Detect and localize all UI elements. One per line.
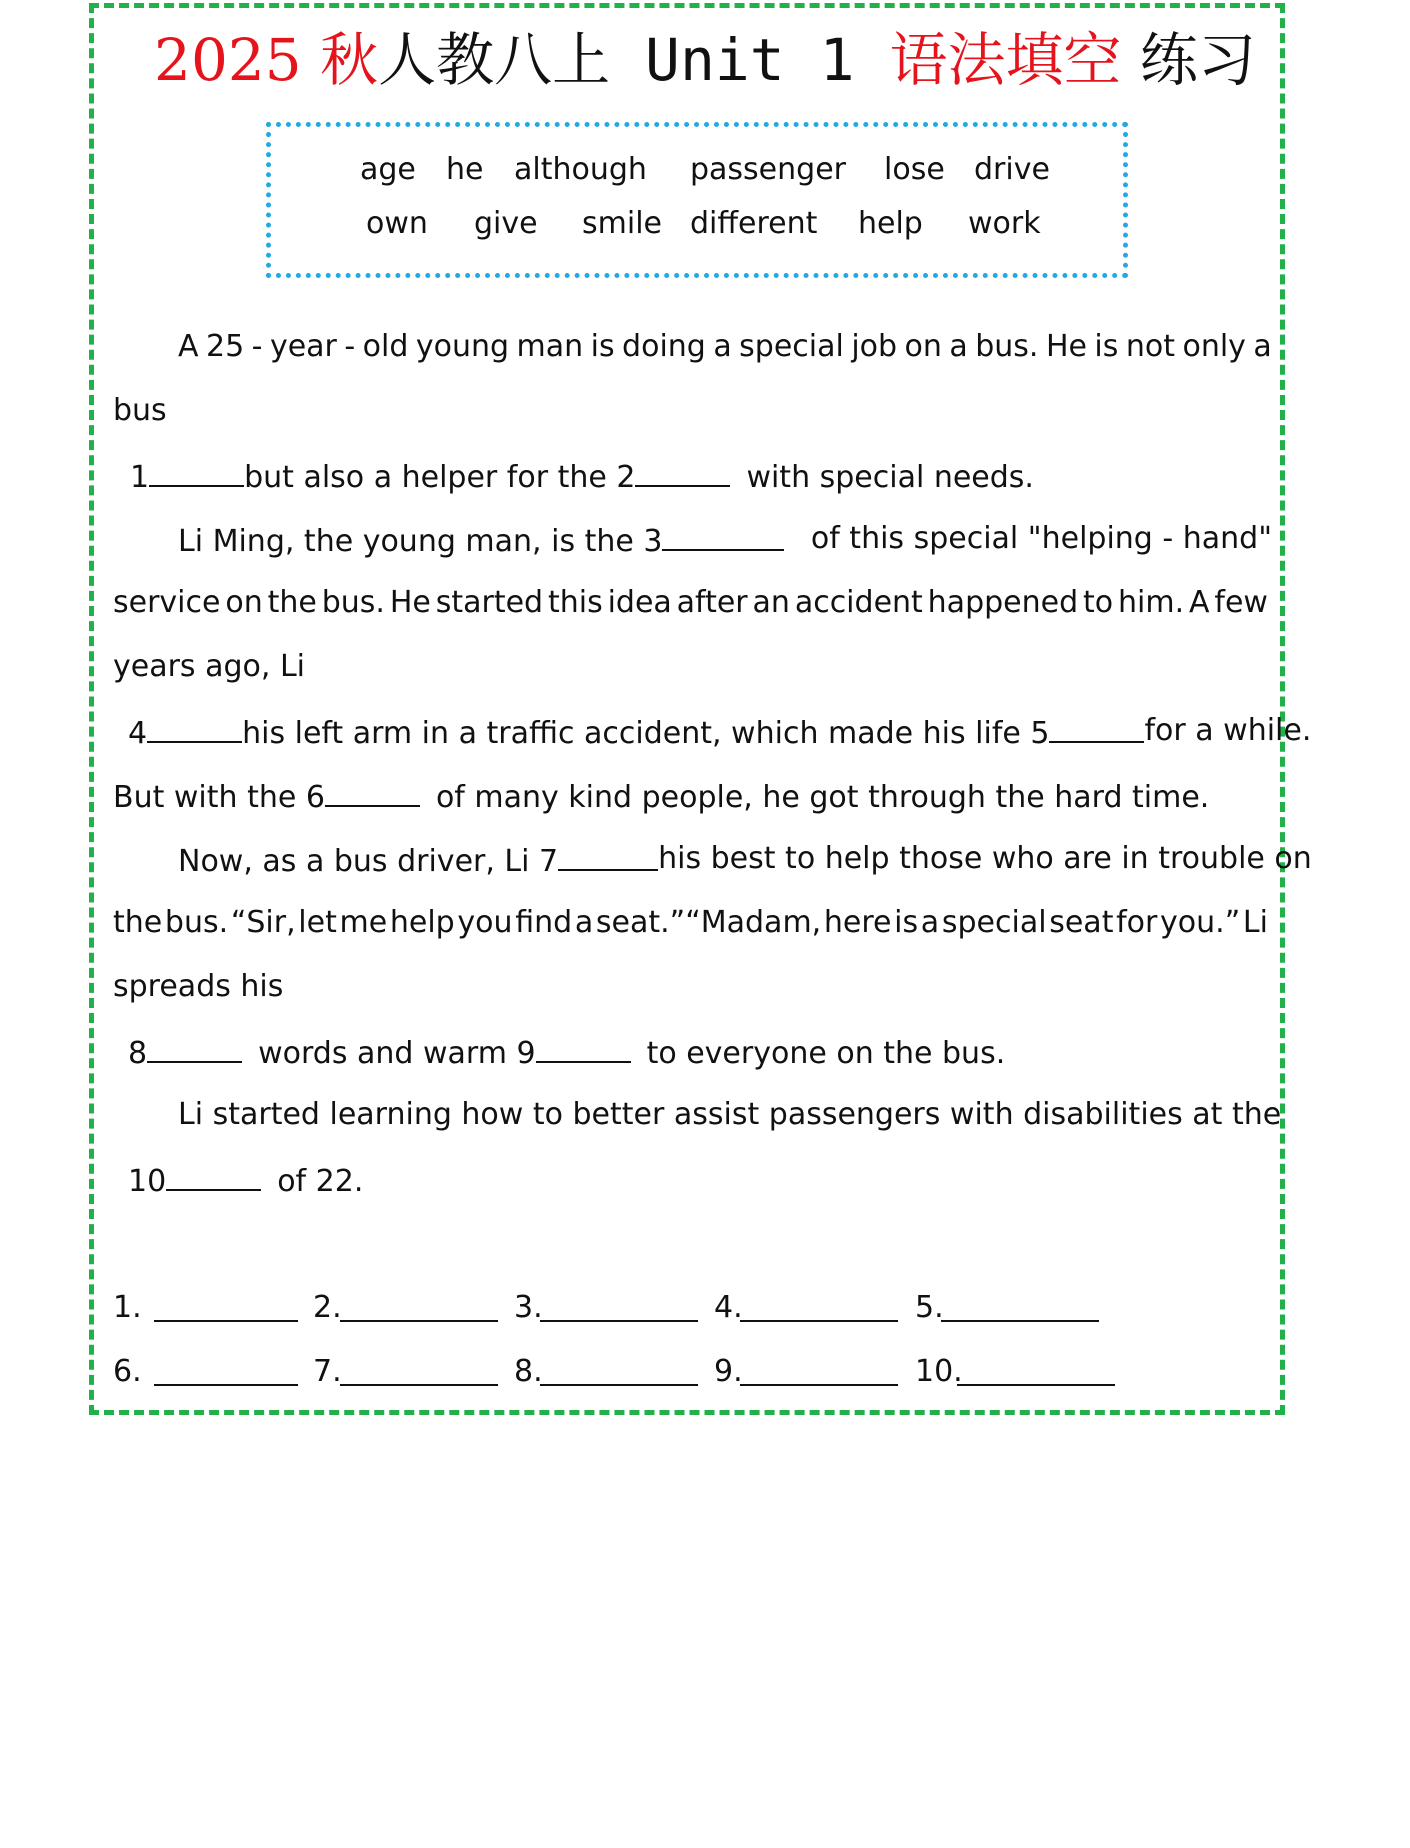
passage-word: a (1253, 329, 1272, 364)
passage-text: But with the 6 (113, 780, 325, 815)
passage-word: seat.”“Madam, (595, 905, 822, 940)
blank-number: 10 (128, 1164, 167, 1199)
passage-word: man (516, 329, 584, 364)
answer-line[interactable] (540, 1384, 698, 1386)
passage-word: 25 (206, 329, 245, 364)
passage-word: him. (1118, 585, 1185, 620)
title-unit: Unit 1 (610, 26, 890, 94)
answer-line[interactable] (740, 1384, 898, 1386)
passage-line (128, 711, 1312, 754)
passage-word: “Sir, (230, 905, 296, 940)
passage-word: for (1116, 905, 1158, 940)
passage-word: happened (927, 585, 1079, 620)
answer-blank (662, 519, 784, 551)
answer-label: 7. (313, 1354, 342, 1389)
answer-line[interactable] (740, 1320, 898, 1322)
passage-word: not (1125, 329, 1175, 364)
answer-blank (325, 775, 420, 807)
passage-word: an (752, 585, 790, 620)
answer-label: 9. (714, 1354, 743, 1389)
passage-word: bus. (321, 585, 385, 620)
passage-word: - (344, 329, 356, 364)
word-bank-item: although (514, 152, 647, 187)
passage-word: you.” (1160, 905, 1241, 940)
passage-line (113, 775, 1209, 818)
page-title (0, 22, 1410, 98)
answer-label: 3. (514, 1290, 543, 1325)
passage-line (128, 1031, 1005, 1074)
passage-word: - (251, 329, 263, 364)
passage-line (113, 903, 1268, 943)
passage-text: Now, as a bus driver, Li 7 (178, 844, 559, 879)
blank-number: 8 (128, 1036, 148, 1071)
title-year: 2025 (154, 26, 302, 94)
word-bank-item: work (968, 206, 1041, 241)
passage-line: years ago, Li (113, 649, 305, 684)
word-bank-item: smile (582, 206, 662, 241)
answer-blank (558, 839, 658, 871)
word-bank-item: drive (974, 152, 1050, 187)
passage-word: find (515, 905, 573, 940)
passage-text: of this special "helping - hand" (810, 521, 1272, 556)
passage-word: service (113, 585, 221, 620)
answer-line[interactable] (340, 1384, 498, 1386)
passage-word: here (823, 905, 892, 940)
passage-line (128, 1159, 363, 1202)
word-bank-item: give (474, 206, 538, 241)
answer-label: 4. (714, 1290, 743, 1325)
passage-line (178, 519, 1272, 562)
passage-text: to everyone on the bus. (646, 1036, 1006, 1071)
title-topic: 语法填空 (889, 26, 1122, 94)
answer-line[interactable] (154, 1384, 298, 1386)
answer-line[interactable] (941, 1320, 1099, 1322)
word-bank-item: help (858, 206, 923, 241)
passage-word: help (389, 905, 455, 940)
passage-word: a (574, 905, 594, 940)
passage-word: He (389, 585, 431, 620)
title-edition: 人教八上 (378, 26, 611, 94)
passage-word: special (739, 329, 844, 364)
passage-word: He (1045, 329, 1087, 364)
passage-word: accident (794, 585, 923, 620)
passage-word: old (362, 329, 409, 364)
answer-label: 5. (915, 1290, 944, 1325)
passage-word: a (949, 329, 968, 364)
passage-word: idea (607, 585, 672, 620)
passage-word: year (269, 329, 337, 364)
answer-line[interactable] (540, 1320, 698, 1322)
blank-number: 4 (128, 716, 148, 751)
passage-line: bus (113, 393, 167, 428)
passage-line (130, 455, 1034, 498)
word-bank-item: passenger (690, 152, 846, 187)
answer-blank (166, 1159, 261, 1191)
passage-word: on (904, 329, 942, 364)
passage-text: but also a helper for the 2 (244, 460, 636, 495)
passage-word: job (851, 329, 898, 364)
passage-line (113, 583, 1268, 623)
passage-text: Li Ming, the young man, is the 3 (178, 524, 663, 559)
word-bank-item: lose (884, 152, 945, 187)
word-bank-item: own (366, 206, 428, 241)
passage-line: spreads his (113, 969, 284, 1004)
passage-word: only (1182, 329, 1246, 364)
passage-word: on (225, 585, 263, 620)
passage-word: me (339, 905, 388, 940)
passage-word: is (894, 905, 919, 940)
passage-text: with special needs. (746, 460, 1034, 495)
answer-line[interactable] (957, 1384, 1115, 1386)
word-bank-item: he (446, 152, 484, 187)
answer-blank (147, 1031, 242, 1063)
passage-word: few (1214, 585, 1268, 620)
word-bank-item: age (360, 152, 416, 187)
passage-word: doing (622, 329, 706, 364)
answer-blank (147, 711, 242, 743)
passage-line (178, 327, 1272, 367)
passage-word: Li (1242, 905, 1268, 940)
passage-word: special (941, 905, 1047, 940)
passage-word: is (590, 329, 615, 364)
passage-word: a (713, 329, 732, 364)
answer-blank (536, 1031, 631, 1063)
passage-text: for a while. (1144, 713, 1312, 748)
passage-text: words and warm 9 (258, 1036, 536, 1071)
passage-word: to (1083, 585, 1114, 620)
title-practice: 练习 (1121, 26, 1256, 94)
passage-word: bus. (164, 905, 229, 940)
passage-text: his best to help those who are in trouble on (658, 841, 1312, 876)
blank-number: 1 (130, 460, 150, 495)
passage-line: Li started learning how to better assist passengers with disabilities at the (178, 1097, 1282, 1132)
passage-word: is (1094, 329, 1119, 364)
passage-word: bus. (975, 329, 1039, 364)
answer-blank (149, 455, 244, 487)
passage-word: the (113, 905, 163, 940)
answer-label: 1. (113, 1290, 142, 1325)
answer-label: 10. (915, 1354, 963, 1389)
passage-line (178, 839, 1312, 882)
passage-text: of 22. (277, 1164, 364, 1199)
answer-label: 6. (113, 1354, 142, 1389)
answer-label: 2. (313, 1290, 342, 1325)
answer-line[interactable] (340, 1320, 498, 1322)
passage-word: a (920, 905, 940, 940)
passage-word: after (676, 585, 748, 620)
passage-text: of many kind people, he got through the hard time. (435, 780, 1210, 815)
passage-word: the (267, 585, 317, 620)
passage-word: you (457, 905, 513, 940)
passage-word: seat (1049, 905, 1114, 940)
passage-word: started (435, 585, 544, 620)
passage-word: A (178, 329, 199, 364)
answer-blank (635, 455, 730, 487)
word-bank-box (266, 122, 1128, 278)
answer-label: 8. (514, 1354, 543, 1389)
passage-word: A (1189, 585, 1210, 620)
answer-blank (1049, 711, 1144, 743)
title-season: 秋 (320, 26, 379, 94)
answer-line[interactable] (154, 1320, 298, 1322)
passage-text: his left arm in a traffic accident, which made his life 5 (242, 716, 1050, 751)
passage-word: this (547, 585, 603, 620)
passage-word: let (298, 905, 337, 940)
word-bank-item: different (690, 206, 818, 241)
passage-word: young (415, 329, 510, 364)
